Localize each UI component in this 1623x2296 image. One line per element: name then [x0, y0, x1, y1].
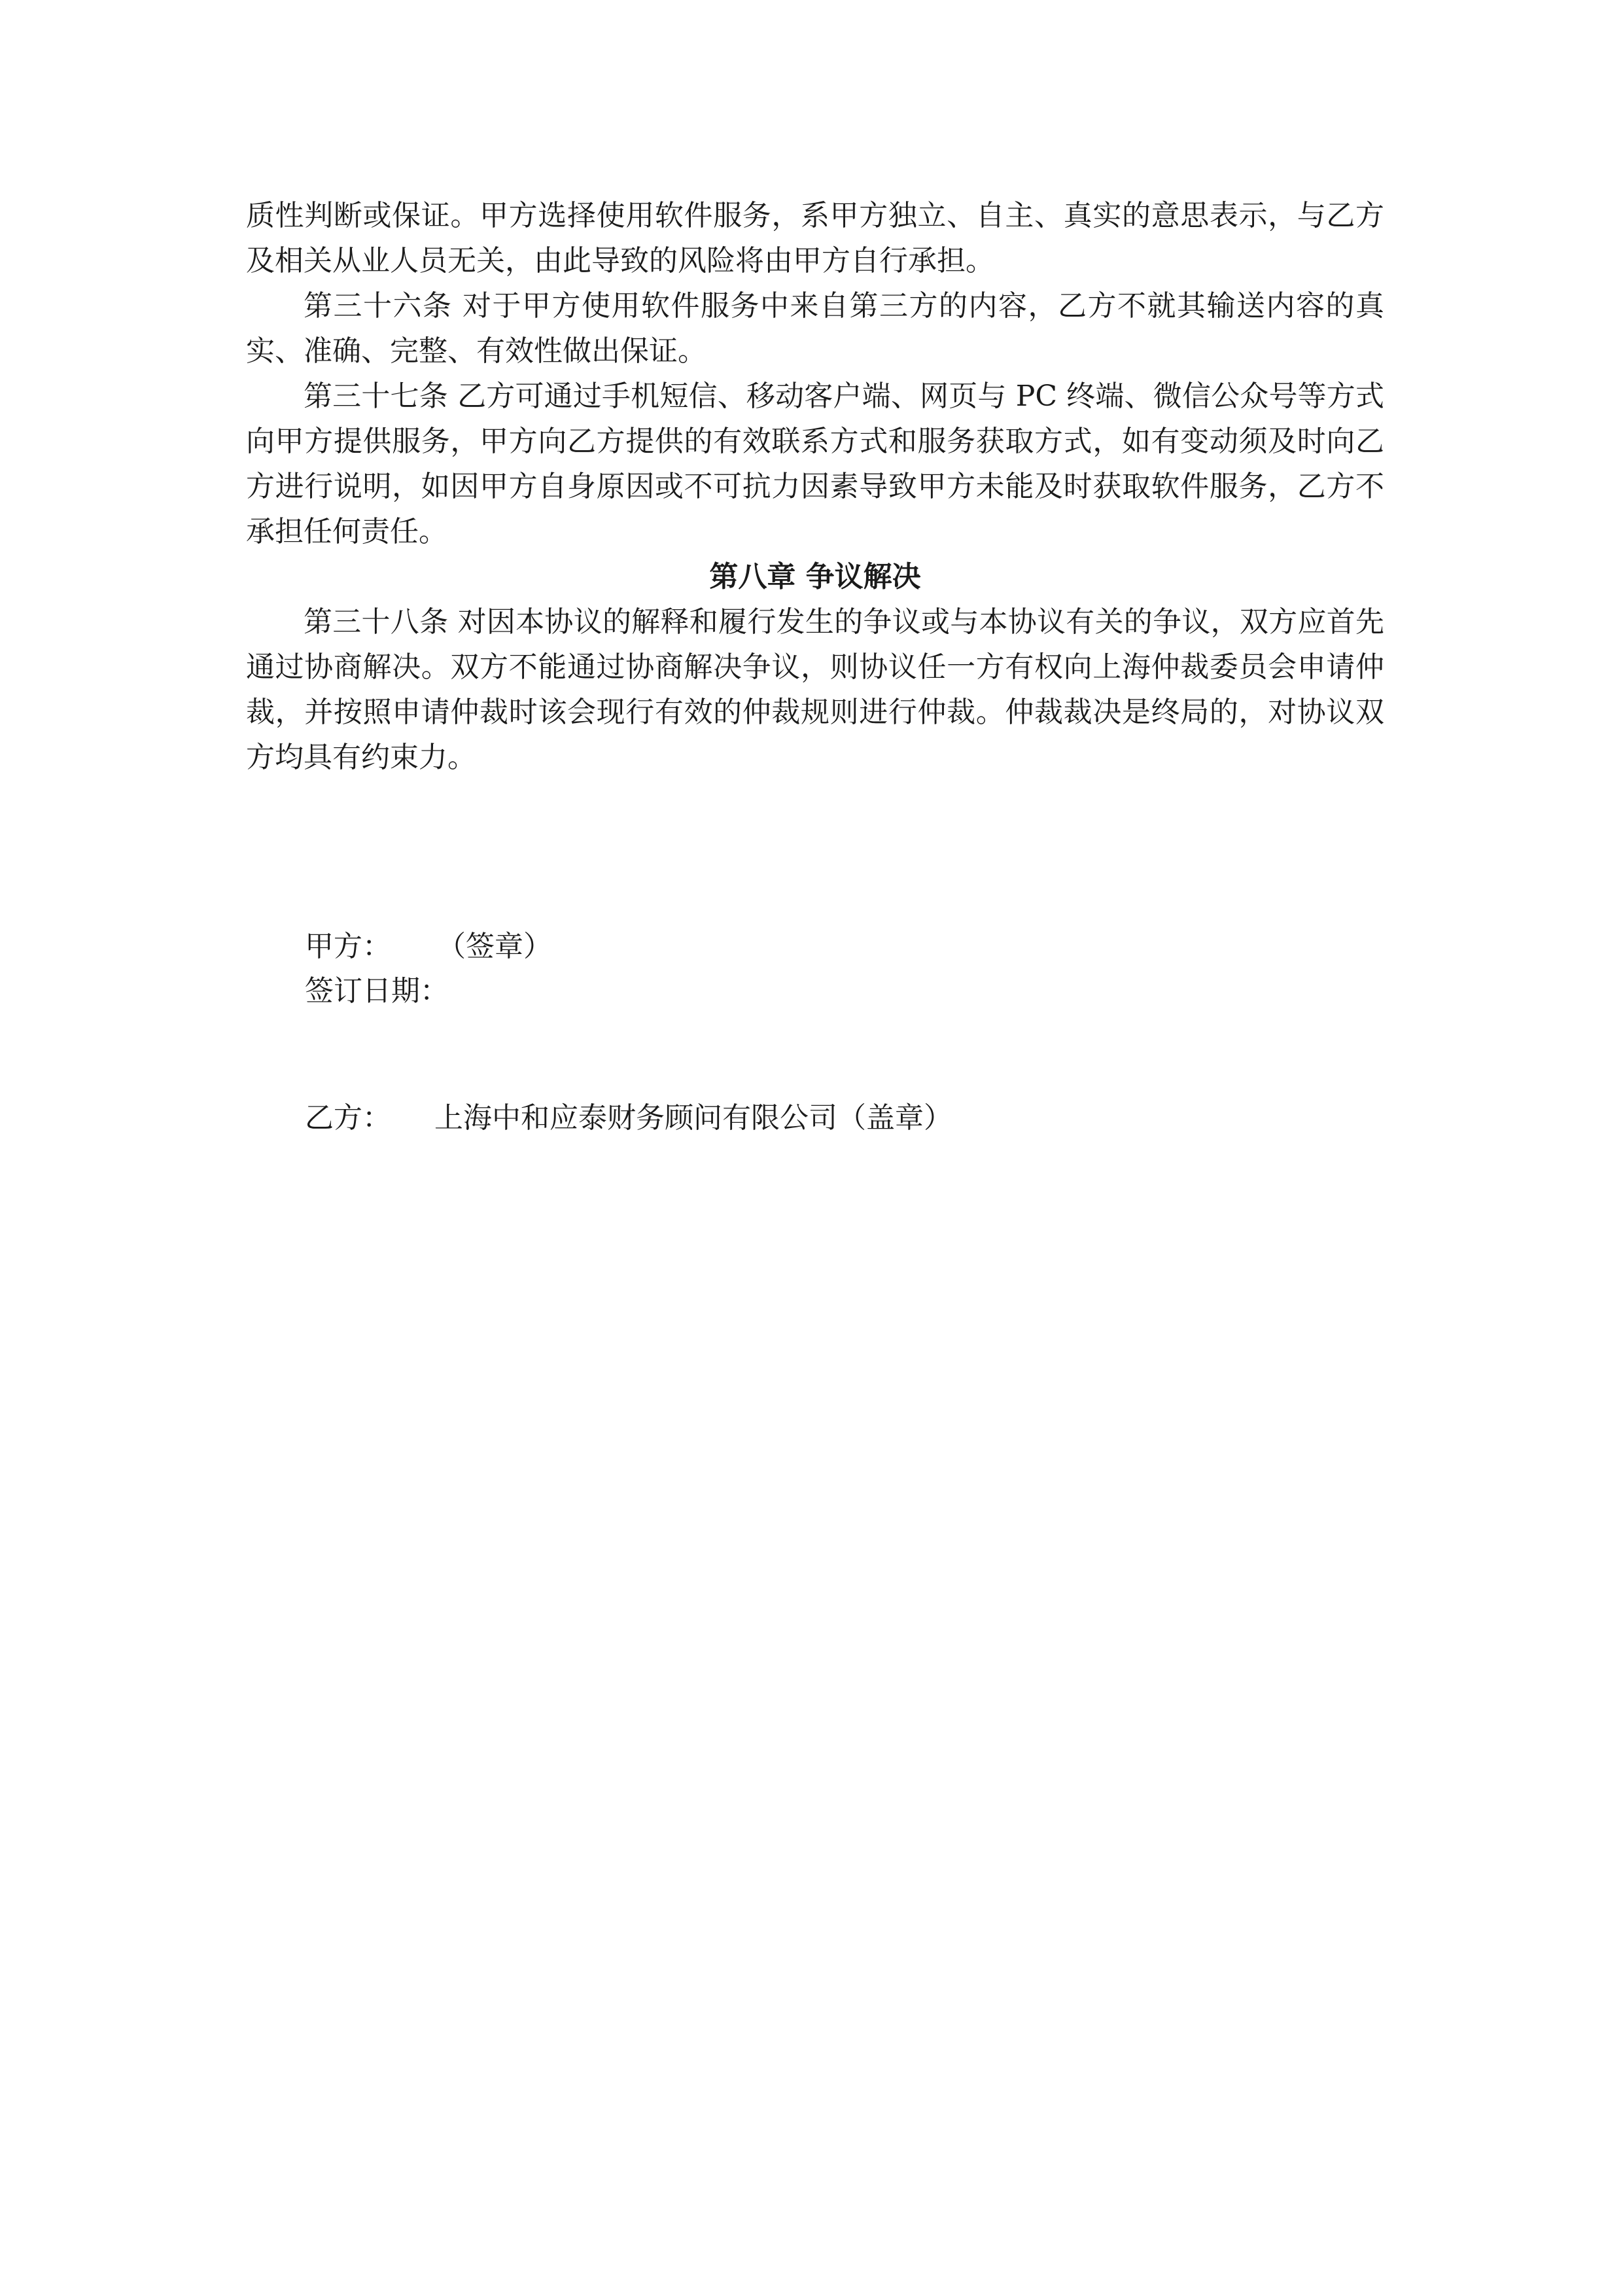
sign-date-label: 签订日期： [305, 974, 449, 1008]
article-37: 第三十七条 乙方可通过手机短信、移动客户端、网页与 PC 终端、微信公众号等方式向甲方提供服务，甲方向乙方提供的有效联系方式和服务获取方式，如有变动须及时向乙方进行说明，如因甲方自身原因或不可抗力因素导致甲方未能及时获取软件服务，乙方不承担任何责任。 [246, 380, 1384, 548]
party-b-line [305, 1097, 952, 1140]
article-38: 第三十八条 对因本协议的解释和履行发生的争议或与本协议有关的争议，双方应首先通过协商解决。双方不能通过协商解决争议，则协议任一方有权向上海仲裁委员会申请仲裁，并按照申请仲裁时该会现行有效的仲裁规则进行仲裁。仲裁裁决是终局的，对协议双方均具有约束力。 [246, 605, 1384, 774]
paragraph-continuation: 质性判断或保证。甲方选择使用软件服务，系甲方独立、自主、真实的意思表示，与乙方及相关从业人员无关，由此导致的风险将由甲方自行承担。 [246, 199, 1384, 277]
chapter-heading: 第八章 争议解决 [709, 560, 921, 593]
document-body [246, 193, 1384, 780]
party-b-label: 乙方： [305, 1101, 391, 1135]
party-a-line [305, 925, 552, 968]
sign-date-line [305, 970, 449, 1013]
article-36: 第三十六条 对于甲方使用软件服务中来自第三方的内容，乙方不就其输送内容的真实、准确、完整、有效性做出保证。 [246, 289, 1384, 368]
party-b-name: 上海中和应泰财务顾问有限公司（盖章） [434, 1101, 952, 1135]
party-a-label: 甲方： [305, 930, 391, 963]
party-a-seal: （签章） [437, 930, 552, 963]
